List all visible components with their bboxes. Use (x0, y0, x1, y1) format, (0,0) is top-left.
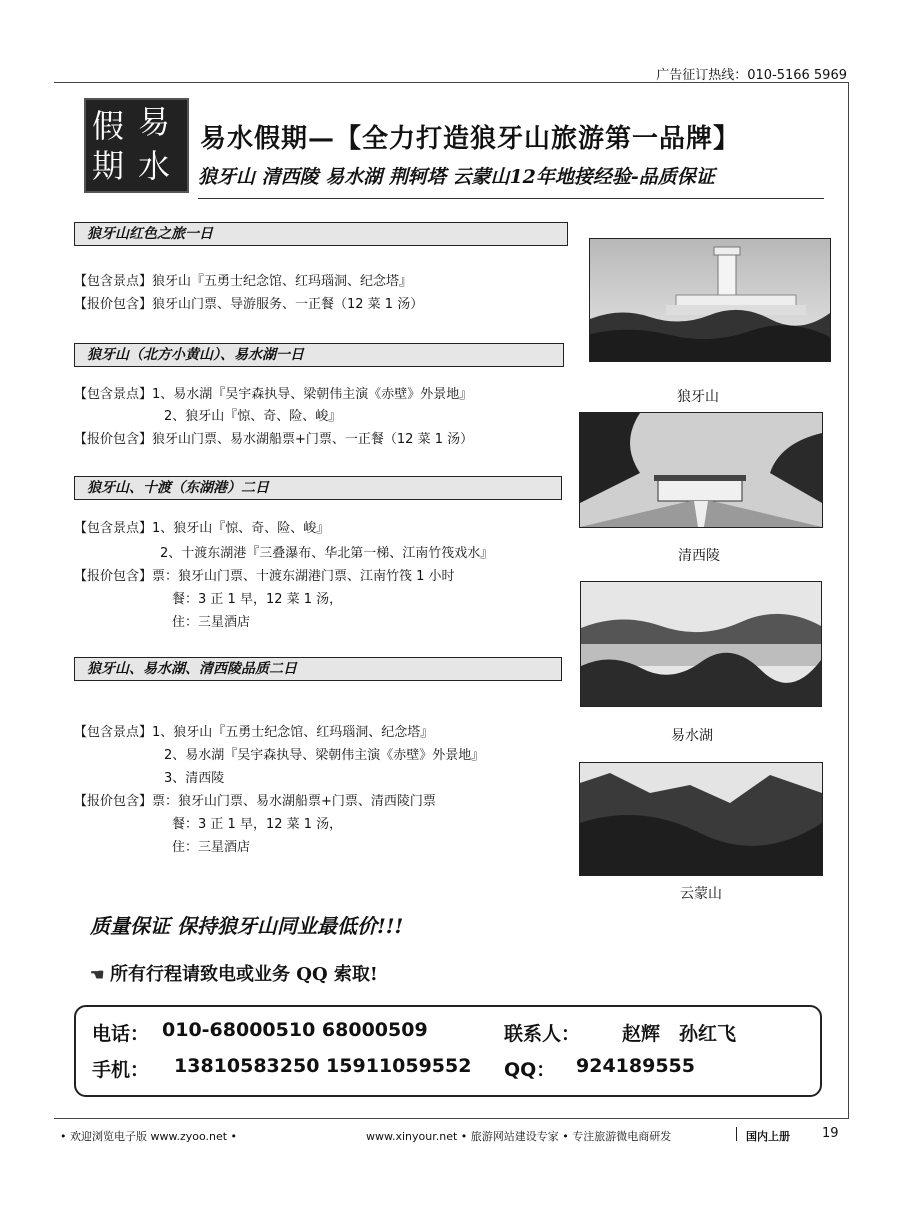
itinerary-line: 2、十渡东湖港『三叠瀑布、华北第一梯、江南竹筏戏水』 (160, 546, 494, 561)
contact-person-label: 联系人： (504, 1023, 581, 1045)
section-title: 狼牙山（北方小黄山）、易水湖一日 (87, 347, 304, 363)
itinerary-line: 【报价包含】狼牙山门票、易水湖船票+门票、一正餐（12 菜 1 汤） (74, 432, 474, 447)
itinerary-line: 2、易水湖『吴宇森执导、梁朝伟主演《赤壁》外景地』 (164, 748, 485, 763)
mobile-number: 13810583250 15911059552 (174, 1055, 472, 1077)
itinerary-line: 3、清西陵 (164, 771, 225, 786)
header-divider (198, 198, 824, 199)
footer-left: • 欢迎浏览电子版 www.zyoo.net • (60, 1130, 238, 1143)
itinerary-line: 餐：3 正 1 早，12 菜 1 汤， (172, 817, 343, 832)
itinerary-line: 住：三星酒店 (172, 840, 251, 855)
itinerary-line: 【包含景点】1、易水湖『吴宇森执导、梁朝伟主演《赤壁》外景地』 (74, 387, 473, 402)
photo-langya-mountain (589, 238, 831, 362)
header-subtitle: 狼牙山 清西陵 易水湖 荆轲塔 云蒙山12年地接经验-品质保证 (198, 166, 715, 188)
contact-person: 赵辉 孙红飞 (622, 1023, 737, 1045)
itinerary-line: 【报价包含】票：狼牙山门票、十渡东湖港门票、江南竹筏 1 小时 (74, 569, 455, 584)
photo-caption: 易水湖 (671, 728, 713, 744)
ad-hotline: 广告征订热线：010-5166 5969 (656, 68, 847, 83)
photo-caption: 清西陵 (678, 548, 720, 564)
logo-char: 假 (92, 107, 125, 145)
mobile-label: 手机： (92, 1059, 150, 1081)
qq-number: 924189555 (576, 1055, 695, 1077)
itinerary-line: 餐：3 正 1 早，12 菜 1 汤， (172, 592, 343, 607)
itinerary-line: 住：三星酒店 (172, 615, 251, 630)
section-title: 狼牙山红色之旅一日 (87, 226, 213, 242)
footer-right: www.xinyour.net • 旅游网站建设专家 • 专注旅游微电商研发 (366, 1130, 672, 1143)
page-number: 19 (822, 1126, 839, 1141)
section-title: 狼牙山、易水湖、清西陵品质二日 (87, 661, 297, 677)
photo-western-qing-tombs (579, 412, 823, 528)
phone-label: 电话： (92, 1023, 150, 1045)
itinerary-line: 【包含景点】1、狼牙山『五勇士纪念馆、红玛瑙洞、纪念塔』 (74, 725, 434, 740)
photo-caption: 云蒙山 (680, 886, 722, 902)
itinerary-line: 【报价包含】狼牙山门票、导游服务、一正餐（12 菜 1 汤） (74, 297, 424, 312)
itinerary-line: 【包含景点】狼牙山『五勇士纪念馆、红玛瑙洞、纪念塔』 (74, 274, 413, 289)
section-title: 狼牙山、十渡（东湖港）二日 (87, 480, 269, 496)
contact-box (74, 1005, 822, 1097)
itinerary-line: 2、狼牙山『惊、奇、险、峻』 (164, 409, 342, 424)
photo-caption: 狼牙山 (677, 389, 719, 405)
itinerary-line: 【包含景点】1、狼牙山『惊、奇、险、峻』 (74, 521, 330, 536)
phone-number: 010-68000510 68000509 (162, 1019, 428, 1041)
logo-char: 易 (138, 103, 171, 141)
header-title: 易水假期—【全力打造狼牙山旅游第一品牌】 (200, 124, 741, 154)
photo-yishui-lake (580, 581, 822, 707)
logo-char: 水 (138, 147, 171, 185)
logo-char: 期 (92, 147, 125, 185)
price-guarantee-slogan: 质量保证 保持狼牙山同业最低价!!! (90, 914, 404, 938)
qq-request-line (90, 960, 378, 986)
section-header (74, 476, 562, 500)
section-header (74, 343, 564, 367)
logo-yishui-holiday (84, 98, 189, 193)
footer-divider (736, 1127, 737, 1141)
photo-yunmeng-mountain (579, 762, 823, 876)
footer-section: 国内上册 (746, 1130, 790, 1143)
section-header (74, 657, 562, 681)
itinerary-line: 【报价包含】票：狼牙山门票、易水湖船票+门票、清西陵门票 (74, 794, 436, 809)
section-header (74, 222, 568, 246)
pointing-hand-icon: ☚ (90, 965, 105, 984)
qq-request-text: 所有行程请致电或业务 QQ 索取! (110, 964, 378, 985)
qq-label: QQ： (504, 1059, 556, 1081)
